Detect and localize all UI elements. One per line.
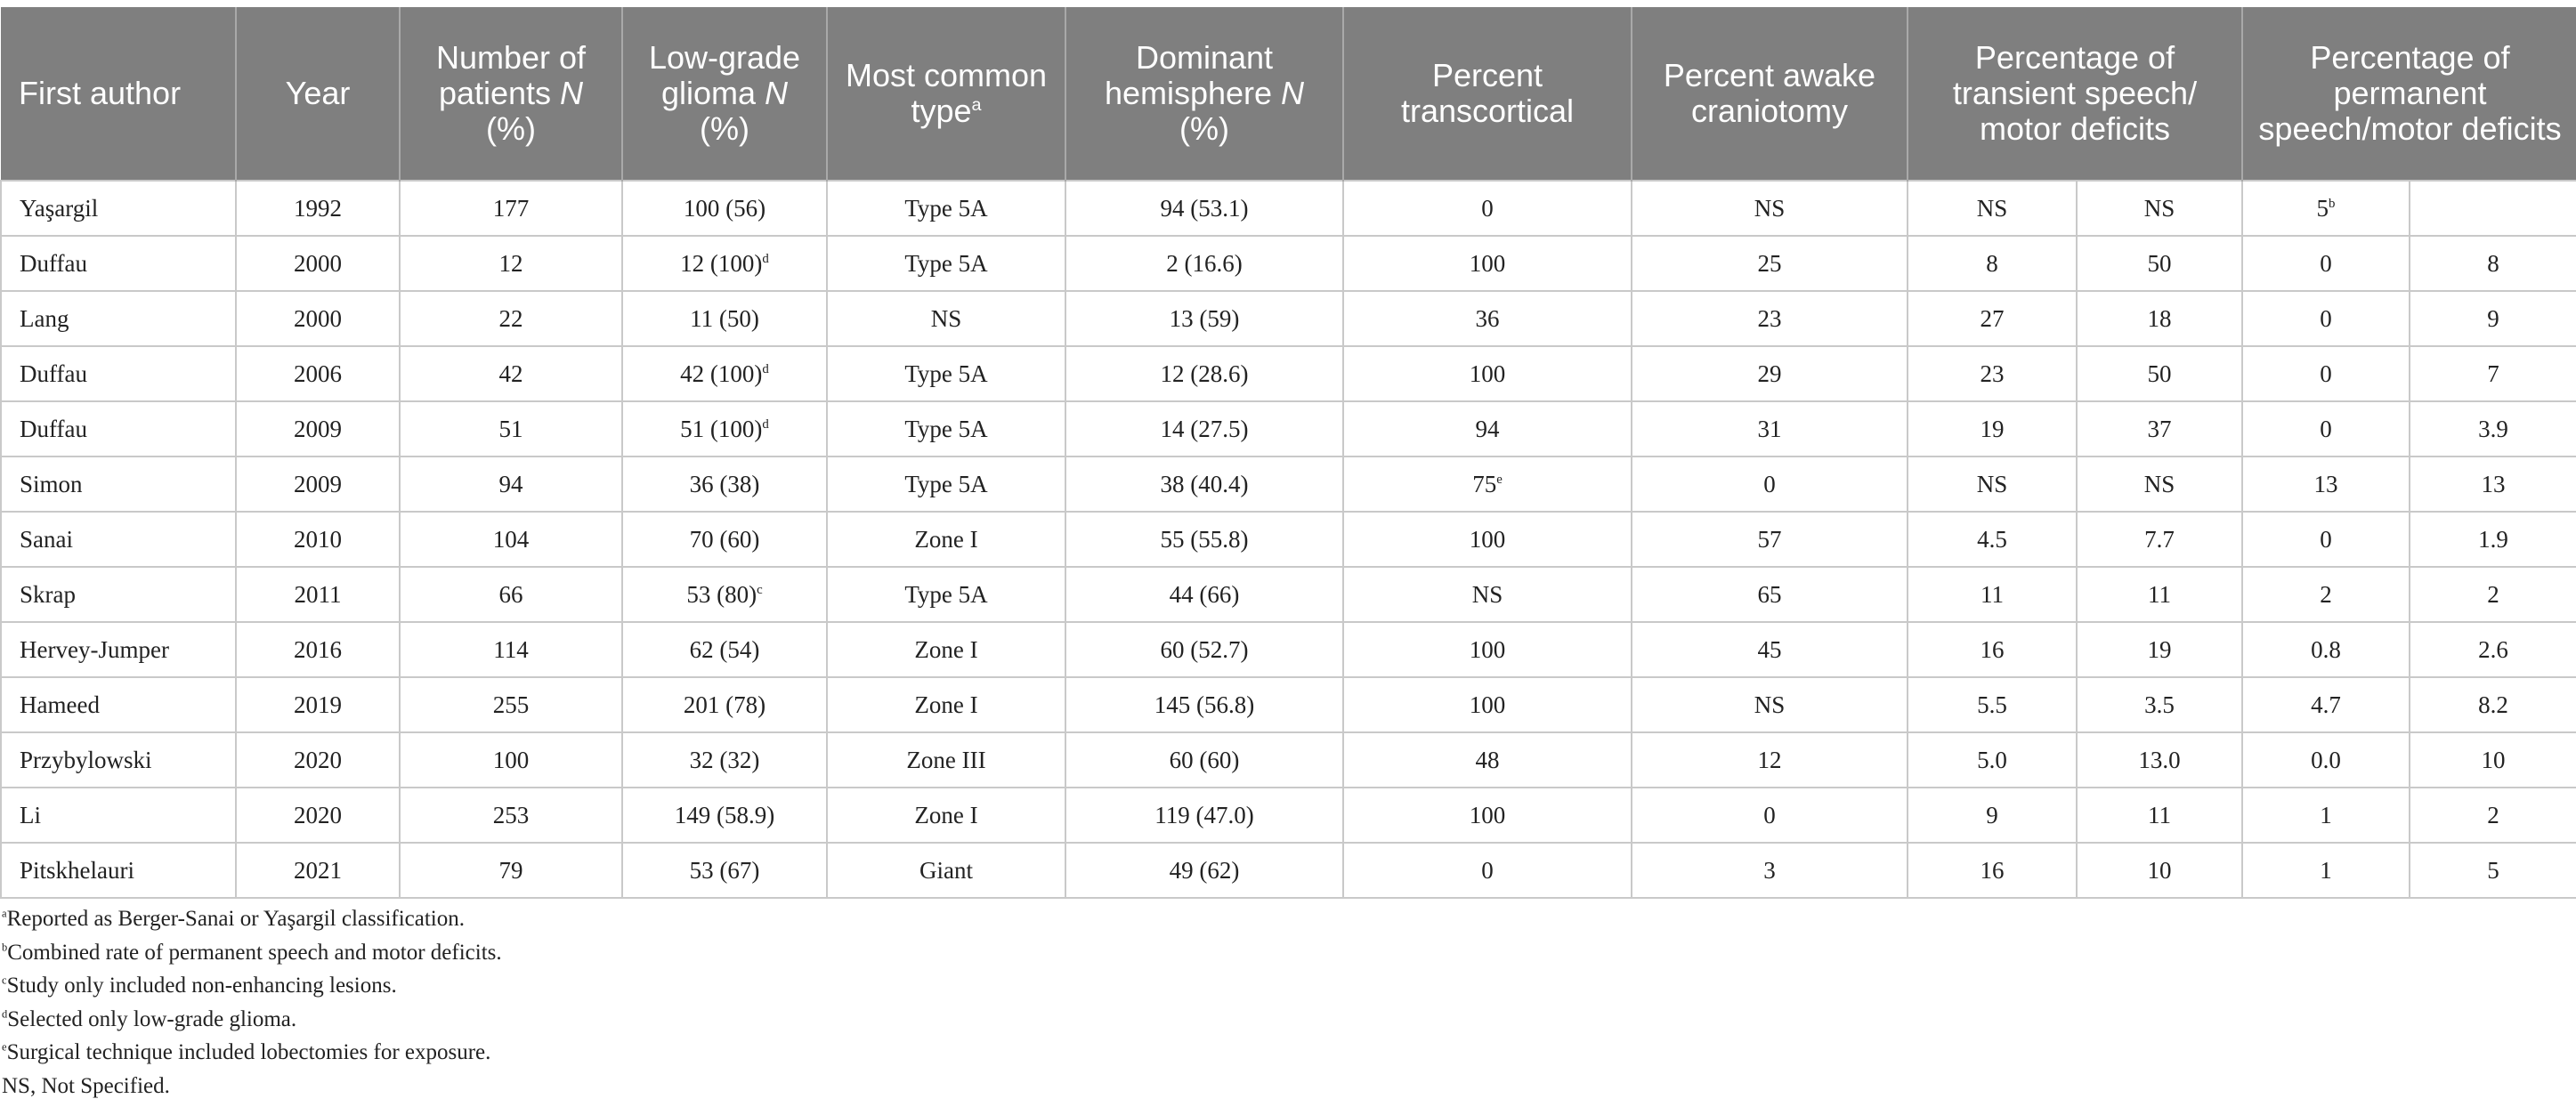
table-cell: 104 [400,512,622,567]
table-cell: 10 [2410,732,2576,788]
table-cell: 5$^b$ [2242,181,2410,236]
header-row [1,7,2576,181]
table-cell: 75e [1343,457,1632,512]
table-cell: 49 (62) [1065,843,1343,898]
table-cell: 5.5 [1908,677,2077,732]
table-cell: 8.2 [2410,677,2576,732]
table-cell: 145 (56.8) [1065,677,1343,732]
table-row [1,401,2576,457]
table-cell: 2020 [236,788,400,843]
header-permanent-deficits: Percentage of permanent speech/motor deficits [2242,7,2576,181]
table-body [1,181,2576,898]
table-cell [2410,181,2576,236]
footnote-marker: e [1496,472,1503,487]
header-most-common-type: Most common type$^a$ [827,7,1065,181]
header-low-grade-glioma: Low-grade glioma N (%) [622,7,827,181]
table-row [1,788,2576,843]
table-cell: 53 (67) [622,843,827,898]
table-cell: 42 $(100)^d$ [622,346,827,401]
author-cell: Pitskhelauri [1,843,236,898]
footnote: $^a$Reported as Berger-Sanai or Yaşargil classification. [2,907,465,931]
table-cell: 2 (16.6) [1065,236,1343,291]
table-cell: 100 [1343,236,1632,291]
footnote: $^b$Combined rate of permanent speech and motor deficits. [2,940,502,965]
header-transient-deficits: Percentage of transient speech/ motor deficits [1908,7,2242,181]
table-row [1,512,2576,567]
table-cell: 0.8 [2242,622,2410,677]
table-cell: 1 [2242,843,2410,898]
table-cell: 22 [400,291,622,346]
table-cell: 5 [2410,843,2576,898]
table-cell: 36 [1343,291,1632,346]
table-cell: 2020 [236,732,400,788]
author-cell: Duffau [1,236,236,291]
table-cell: 253 [400,788,622,843]
table-row [1,457,2576,512]
table-cell: 11 [2077,567,2242,622]
table-cell: NS [1343,567,1632,622]
table-cell: 50 [2077,236,2242,291]
header-percent-awake-craniotomy: Percent awake craniotomy [1632,7,1908,181]
table-cell: 42 [400,346,622,401]
table-cell: 11 [1908,567,2077,622]
table-cell: 2009 [236,401,400,457]
table-cell: 9 [2410,291,2576,346]
author-cell: Lang [1,291,236,346]
table-cell: 23 [1632,291,1908,346]
table-cell: Type 5A [827,181,1065,236]
table-cell: 201 (78) [622,677,827,732]
table-cell: 149 (58.9) [622,788,827,843]
table-cell: 0 [1632,457,1908,512]
table-row [1,346,2576,401]
table-cell: 2 [2410,567,2576,622]
header-percent-transcortical: Percent transcortical [1343,7,1632,181]
author-cell: Przybylowski [1,732,236,788]
table-cell: Zone I [827,512,1065,567]
table-cell: 100 (56) [622,181,827,236]
table-cell: 0 [1343,843,1632,898]
table-row [1,732,2576,788]
table-cell: NS [2077,457,2242,512]
table-cell: 94 [400,457,622,512]
table-cell: Type 5A [827,457,1065,512]
author-cell: Hameed [1,677,236,732]
header-number-of-patients: Number of patients N (%) [400,7,622,181]
table-cell: 1.9 [2410,512,2576,567]
table-cell: 2 [2410,788,2576,843]
table-cell: 23 [1908,346,2077,401]
table-cell: Type 5A [827,401,1065,457]
author-cell: Duffau [1,346,236,401]
table-cell: 100 [1343,346,1632,401]
table-cell: 66 [400,567,622,622]
table-cell: 2010 [236,512,400,567]
table-cell: NS [1908,457,2077,512]
table-cell: 0 [2242,236,2410,291]
table-cell: 65 [1632,567,1908,622]
table-cell: 12 [1632,732,1908,788]
table-cell: 255 [400,677,622,732]
footnote: $^e$Surgical technique included lobectomies for exposure. [2,1040,491,1064]
table-cell: 13 [2410,457,2576,512]
table-cell: 0 [2242,512,2410,567]
table-cell: 3.5 [2077,677,2242,732]
header-dominant-hemisphere: Dominant hemisphere N (%) [1065,7,1343,181]
table-cell: 8 [1908,236,2077,291]
table-cell: 31 [1632,401,1908,457]
table-cell: 70 (60) [622,512,827,567]
table-cell: 1 [2242,788,2410,843]
table-cell: NS [1908,181,2077,236]
table-cell: 3 [1632,843,1908,898]
table-cell: 37 [2077,401,2242,457]
table-cell: 0 [1343,181,1632,236]
table-cell: 100 [400,732,622,788]
table-cell: 10 [2077,843,2242,898]
table-cell: 100 [1343,677,1632,732]
table-cell: 2 [2242,567,2410,622]
table-cell: 11 (50) [622,291,827,346]
table-container [0,7,2576,899]
table-cell: 7 [2410,346,2576,401]
table-row [1,291,2576,346]
footnote-marker: d [762,416,769,432]
table-cell: Zone I [827,788,1065,843]
table-cell: 9 [1908,788,2077,843]
header-year: Year [236,7,400,181]
author-cell: Skrap [1,567,236,622]
table-cell: 114 [400,622,622,677]
table-cell: 60 (52.7) [1065,622,1343,677]
table-cell: 4.5 [1908,512,2077,567]
table-cell: 100 [1343,788,1632,843]
table-cell: Giant [827,843,1065,898]
table-cell: 2000 [236,291,400,346]
table-cell: 38 (40.4) [1065,457,1343,512]
author-cell: Sanai [1,512,236,567]
table-cell: 2009 [236,457,400,512]
table-cell: 29 [1632,346,1908,401]
table-cell: 12 [400,236,622,291]
table-cell: 14 (27.5) [1065,401,1343,457]
table-cell: 0 [1632,788,1908,843]
data-table [0,7,2576,899]
table-cell: 2006 [236,346,400,401]
table-row [1,843,2576,898]
table-row [1,622,2576,677]
table-cell: 2016 [236,622,400,677]
author-cell: Li [1,788,236,843]
table-cell: 62 (54) [622,622,827,677]
table-cell: 2.6 [2410,622,2576,677]
table-cell: NS [827,291,1065,346]
table-cell: 18 [2077,291,2242,346]
table-row [1,181,2576,236]
footnote: NS, Not Specified. [2,1073,170,1098]
author-cell: Yaşargil [1,181,236,236]
table-cell: 100 [1343,512,1632,567]
author-cell: Hervey-Jumper [1,622,236,677]
table-cell: NS [2077,181,2242,236]
table-cell: 55 (55.8) [1065,512,1343,567]
table-cell: 12 (28.6) [1065,346,1343,401]
table-cell: 32 (32) [622,732,827,788]
footnote: $^d$Selected only low-grade glioma. [2,1006,297,1031]
table-cell: 50 [2077,346,2242,401]
footnote-marker: d [762,251,769,266]
table-cell: 4.7 [2242,677,2410,732]
table-cell: 0 [2242,346,2410,401]
table-cell: 27 [1908,291,2077,346]
table-cell: 2019 [236,677,400,732]
table-cell: Type 5A [827,567,1065,622]
table-cell: 8 [2410,236,2576,291]
table-cell: 7.7 [2077,512,2242,567]
table-row [1,236,2576,291]
table-cell: 51 [400,401,622,457]
table-row [1,677,2576,732]
author-cell: Duffau [1,401,236,457]
table-cell: 94 (53.1) [1065,181,1343,236]
table-cell: 94 [1343,401,1632,457]
table-cell: 19 [2077,622,2242,677]
table-cell: 57 [1632,512,1908,567]
table-cell: 16 [1908,843,2077,898]
table-cell: 36 (38) [622,457,827,512]
table-cell: 25 [1632,236,1908,291]
table-cell: 0 [2242,291,2410,346]
table-cell: 16 [1908,622,2077,677]
table-header [1,7,2576,181]
table-cell: Zone III [827,732,1065,788]
table-cell: Type 5A [827,346,1065,401]
table-cell: 1992 [236,181,400,236]
footnote-marker: c [757,582,763,597]
table-cell: 19 [1908,401,2077,457]
table-cell: 12 $(100)^d$ [622,236,827,291]
author-cell: Simon [1,457,236,512]
table-row [1,567,2576,622]
table-cell: 53 $(80)^c$ [622,567,827,622]
table-cell: 79 [400,843,622,898]
header-first-author: First author [1,7,236,181]
table-cell: Type 5A [827,236,1065,291]
table-cell: 51 $(100)^d$ [622,401,827,457]
footnote-marker: b [2329,196,2336,211]
footnote-marker: d [762,361,769,376]
table-cell: 13 [2242,457,2410,512]
table-cell: 48 [1343,732,1632,788]
table-cell: 2011 [236,567,400,622]
table-cell: 100 [1343,622,1632,677]
table-cell: NS [1632,677,1908,732]
table-cell: 13.0 [2077,732,2242,788]
table-cell: 2021 [236,843,400,898]
table-cell: 2000 [236,236,400,291]
table-cell: 119 (47.0) [1065,788,1343,843]
table-cell: NS [1632,181,1908,236]
table-footnotes [2,902,502,1103]
table-cell: Zone I [827,677,1065,732]
table-cell: 44 (66) [1065,567,1343,622]
table-cell: 45 [1632,622,1908,677]
table-cell: 0 [2242,401,2410,457]
table-cell: 60 (60) [1065,732,1343,788]
table-cell: 13 (59) [1065,291,1343,346]
table-cell: 11 [2077,788,2242,843]
table-cell: 0.0 [2242,732,2410,788]
table-cell: 3.9 [2410,401,2576,457]
footnote: $^c$Study only included non-enhancing lesions. [2,974,397,998]
table-cell: 5.0 [1908,732,2077,788]
table-cell: 177 [400,181,622,236]
table-cell: Zone I [827,622,1065,677]
